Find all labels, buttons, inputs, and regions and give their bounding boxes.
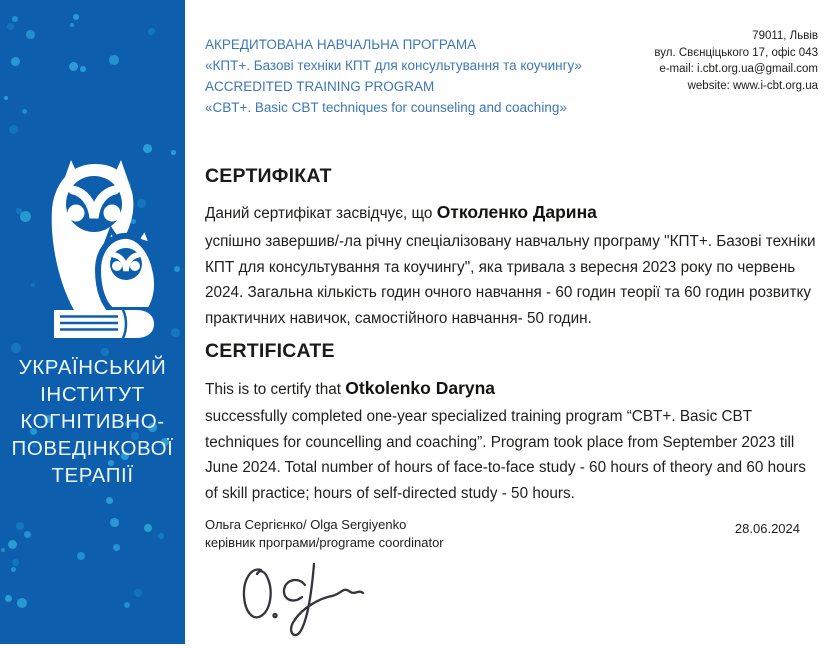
- recipient-name-en: Otkolenko Daryna: [345, 378, 496, 398]
- recipient-name-uk: Отколенко Дарина: [436, 202, 597, 222]
- certificate-title-uk: СЕРТИФІКАТ: [205, 165, 332, 187]
- contact-email: e-mail: i.cbt.org.ua@gmail.com: [659, 63, 818, 75]
- decorative-dot: [144, 524, 152, 532]
- decorative-dot: [171, 150, 176, 155]
- decorative-dot: [5, 595, 12, 602]
- issue-date: 28.06.2024: [734, 521, 800, 536]
- certify-line-uk: [205, 202, 597, 223]
- decorative-dot: [171, 328, 180, 337]
- institute-line: ІНСТИТУТ: [40, 383, 145, 406]
- decorative-dot: [1, 548, 5, 552]
- decorative-dot: [69, 62, 78, 71]
- decorative-dot: [22, 109, 27, 114]
- decorative-dot: [12, 16, 18, 22]
- decorative-dot: [12, 559, 19, 566]
- decorative-dot: [113, 544, 120, 551]
- institute-line: КОГНІТИВНО-: [20, 410, 165, 433]
- decorative-dot: [73, 14, 79, 20]
- contact-city: 79011, Львів: [752, 30, 818, 42]
- decorative-dot: [148, 28, 155, 35]
- decorative-dot: [24, 531, 31, 538]
- decorative-dot: [11, 567, 16, 572]
- decorative-dot: [7, 23, 14, 30]
- program-title-uk: АКРЕДИТОВАНА НАВЧАЛЬНА ПРОГРАМА: [205, 37, 477, 52]
- decorative-dot: [158, 533, 164, 539]
- contact-website: website: www.i-cbt.org.ua: [687, 79, 818, 92]
- contact-block: [654, 28, 818, 94]
- program-title-en: ACCREDITED TRAINING PROGRAM: [205, 79, 435, 94]
- handwritten-signature: [231, 558, 365, 640]
- certificate-title-en: CERTIFICATE: [205, 340, 335, 362]
- certificate-text-en: successfully completed one-year specialized training program “CBT+. Basic CBT techniques for councelling and coaching”. Program took place from September 2023 till June 2024. Total number of hours of face-to-face study - 60 hours of theory and 60 hours of skill practice; hours of self-directed study - 50 hours.: [205, 408, 806, 502]
- contact-street: вул. Свєнціцького 17, офіс 043: [654, 46, 818, 59]
- sidebar: [0, 0, 185, 644]
- decorative-dot: [9, 125, 18, 134]
- certify-line-en: [205, 378, 495, 399]
- decorative-dot: [4, 96, 8, 100]
- signatory-role: керівник програми/programe coordinator: [205, 535, 444, 550]
- certificate-text-uk: успішно завершив/-ла річну спеціалізовану навчальну програму "КПТ+. Базові техніки КПТ для консультування та коучингу", яка тривала з вересня 2023 року по червень 2024. Загальна кількість годин очного навчання - 60 годин теорії та 60 годин розвитку практичних навичок, самостійного навчання- 50 годин.: [205, 233, 816, 327]
- institute-line: ПОВЕДІНКОВОЇ: [11, 437, 174, 460]
- decorative-dot: [16, 522, 24, 530]
- certify-prefix-uk: Даний сертифікат засвідчує, що: [205, 205, 437, 222]
- program-header: [205, 34, 582, 118]
- decorative-dot: [174, 266, 180, 272]
- decorative-dot: [8, 540, 17, 549]
- program-name-en: «CBT+. Basic CBT techniques for counseling and coaching»: [205, 100, 567, 115]
- institute-line: УКРАЇНСЬКИЙ: [18, 356, 167, 379]
- decorative-dot: [124, 602, 130, 608]
- certify-prefix-en: This is to certify that: [205, 381, 346, 398]
- institute-name: [0, 354, 185, 489]
- signatory-block: [205, 516, 444, 552]
- decorative-dot: [17, 598, 27, 608]
- signatory-name: Ольга Сергієнко/ Olga Sergiyenko: [205, 517, 407, 532]
- decorative-dot: [26, 30, 35, 39]
- institute-line: ТЕРАПІЇ: [51, 464, 134, 487]
- decorative-dot: [110, 518, 119, 527]
- certificate-body: [185, 0, 840, 648]
- decorative-dot: [80, 66, 86, 72]
- owls-on-book-logo-icon: [18, 152, 168, 352]
- decorative-dot: [70, 23, 74, 27]
- decorative-dot: [109, 55, 119, 65]
- decorative-dot: [77, 552, 85, 560]
- decorative-dot: [134, 589, 142, 597]
- decorative-dot: [106, 497, 113, 504]
- decorative-dot: [11, 57, 20, 66]
- program-name-uk: «КПТ+. Базові техніки КПТ для консультування та коучингу»: [205, 58, 582, 73]
